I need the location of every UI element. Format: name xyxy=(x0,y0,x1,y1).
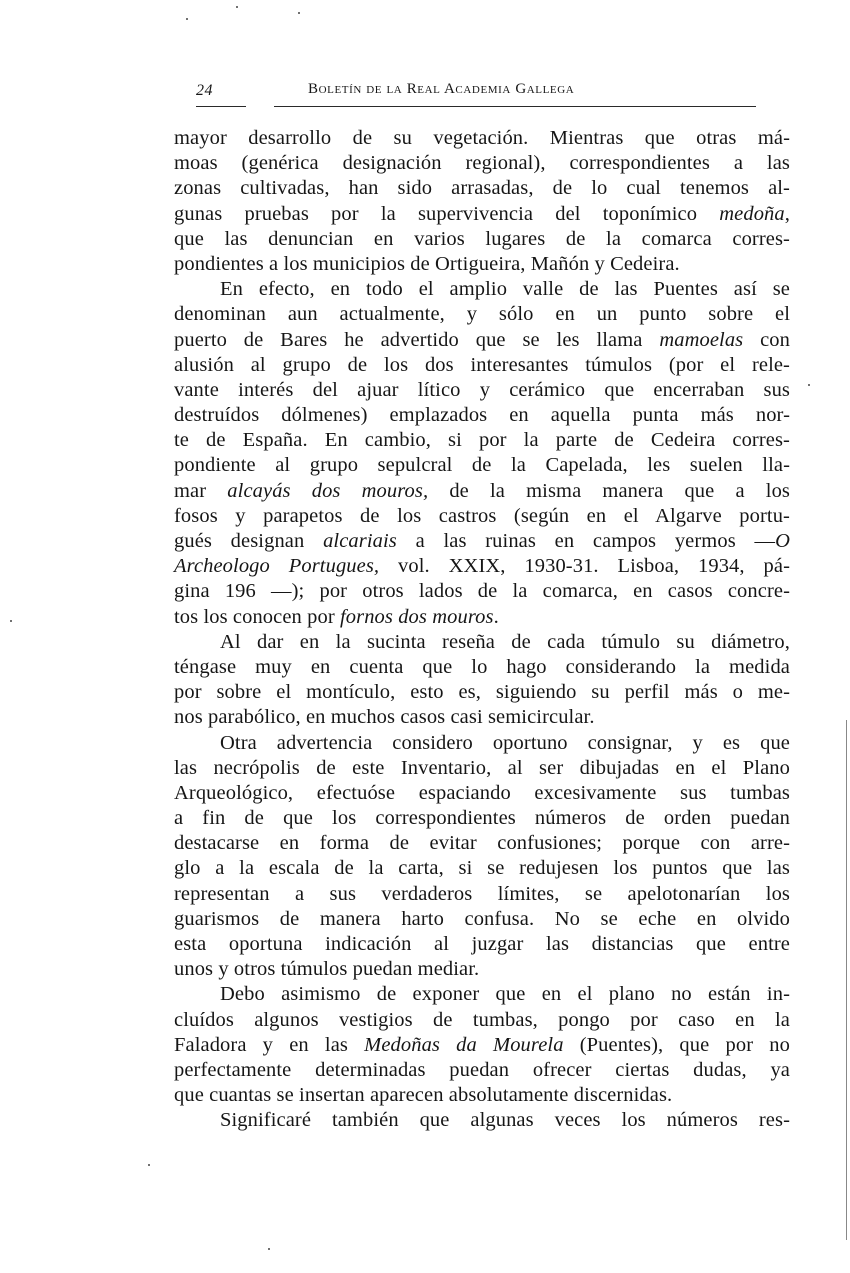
text-run: esta oportuna indicación al juzgar las distancias que entre xyxy=(174,933,790,955)
text-run: gués designan xyxy=(174,530,324,552)
header-rule xyxy=(274,106,756,107)
print-speck xyxy=(148,1164,150,1166)
text-line xyxy=(174,1008,790,1033)
text-line xyxy=(174,428,790,453)
text-line xyxy=(174,1083,790,1108)
text-line xyxy=(174,277,790,302)
text-line xyxy=(174,176,790,201)
text-run: . xyxy=(493,605,499,628)
italic-text: O xyxy=(775,530,790,552)
italic-text: alcayás dos mouros, xyxy=(227,479,429,502)
running-header xyxy=(170,78,790,108)
text-run: las necrópolis de este Inventario, al ser dibujadas en el Plano xyxy=(174,756,790,779)
text-line xyxy=(174,479,790,504)
text-run: a fin de que los correspondientes números de orden puedan xyxy=(174,807,790,830)
text-run: , xyxy=(784,202,790,225)
text-run: por sobre el montículo, esto es, siguiendo su perfil más o me- xyxy=(174,681,790,704)
print-speck xyxy=(236,6,238,8)
text-line xyxy=(174,831,790,856)
text-line xyxy=(174,655,790,680)
text-run: perfectamente determinadas puedan ofrecer ciertas dudas, ya xyxy=(174,1058,790,1081)
text-run: destruídos dólmenes) emplazados en aquella punta más nor- xyxy=(174,404,790,427)
italic-text: Medoñas da Mourela xyxy=(364,1033,564,1056)
text-line xyxy=(174,1058,790,1083)
text-line xyxy=(174,202,790,227)
text-run: a las ruinas en campos yermos — xyxy=(396,530,776,552)
text-run: denominan aun actualmente, y sólo en un punto sobre el xyxy=(174,303,790,326)
page-edge-mark xyxy=(846,720,847,1240)
page-number: 24 xyxy=(196,82,213,99)
text-line xyxy=(174,403,790,428)
text-run: (Puentes), que por no xyxy=(563,1033,790,1056)
text-run: alusión al grupo de los dos interesantes túmulos (por el rele- xyxy=(174,353,790,376)
header-rule-left xyxy=(196,106,246,107)
body-text xyxy=(174,126,790,1134)
text-run: vante interés del ajuar lítico y cerámico que encerraban sus xyxy=(174,378,790,401)
text-line xyxy=(174,882,790,907)
text-run: que cuantas se insertan aparecen absolutamente discernidas. xyxy=(174,1084,673,1107)
italic-text: alcariais xyxy=(323,530,397,552)
text-run: Significaré también que algunas veces los números res- xyxy=(220,1109,790,1132)
text-run: fosos y parapetos de los castros (según en el Algarve portu- xyxy=(174,504,790,527)
text-line xyxy=(174,856,790,881)
print-speck xyxy=(186,18,188,20)
text-line xyxy=(174,579,790,604)
journal-title: Boletín de la Real Academia Gallega xyxy=(308,81,575,97)
print-speck xyxy=(808,384,810,386)
text-run: cluídos algunos vestigios de tumbas, pongo por caso en la xyxy=(174,1008,790,1031)
text-run: que las denuncian en varios lugares de la comarca corres- xyxy=(174,227,790,250)
text-run: En efecto, en todo el amplio valle de las Puentes así se xyxy=(220,278,790,301)
text-line xyxy=(174,705,790,730)
text-line xyxy=(174,126,790,151)
text-run: zonas cultivadas, han sido arrasadas, de lo cual tenemos al- xyxy=(174,177,790,200)
text-run: nos parabólico, en muchos casos casi semicircular. xyxy=(174,706,595,729)
text-run: vol. XXIX, 1930-31. Lisboa, 1934, pá- xyxy=(379,555,790,578)
text-run: Faladora y en las xyxy=(174,1033,365,1056)
text-line xyxy=(174,1108,790,1133)
text-line xyxy=(174,680,790,705)
text-line xyxy=(174,529,790,554)
text-line xyxy=(174,353,790,378)
text-run: gunas pruebas por la supervivencia del toponímico xyxy=(174,202,720,225)
text-line xyxy=(174,605,790,630)
text-line xyxy=(174,756,790,781)
text-run: Otra advertencia considero oportuno consignar, y es que xyxy=(220,731,790,754)
text-line xyxy=(174,630,790,655)
text-line xyxy=(174,1033,790,1058)
text-run: pondientes a los municipios de Ortigueira, Mañón y Cedeira. xyxy=(174,252,680,275)
text-line xyxy=(174,227,790,252)
print-speck xyxy=(268,1248,270,1250)
italic-text: fornos dos mouros xyxy=(339,605,494,628)
text-run: glo a la escala de la carta, si se redujesen los puntos que las xyxy=(174,857,790,880)
text-line xyxy=(174,781,790,806)
text-run: de la misma manera que a los xyxy=(428,479,790,502)
text-run: mar xyxy=(174,479,228,502)
text-run: tos los conocen por xyxy=(174,605,340,628)
italic-text: medoña xyxy=(719,202,785,225)
text-run: mayor desarrollo de su vegetación. Mientras que otras má- xyxy=(174,127,790,149)
text-line xyxy=(174,982,790,1007)
text-line xyxy=(174,957,790,982)
text-run: pondiente al grupo sepulcral de la Capelada, les suelen lla- xyxy=(174,454,790,477)
italic-text: Archeologo Portugues, xyxy=(174,555,380,578)
print-speck xyxy=(10,620,12,622)
text-line xyxy=(174,378,790,403)
text-line xyxy=(174,252,790,277)
text-run: destacarse en forma de evitar confusiones; porque con arre- xyxy=(174,832,790,855)
text-run: unos y otros túmulos puedan mediar. xyxy=(174,958,480,981)
text-line xyxy=(174,806,790,831)
text-run: téngase muy en cuenta que lo hago considerando la medida xyxy=(174,655,790,678)
text-run: moas (genérica designación regional), correspondientes a las xyxy=(174,152,790,175)
text-run: guarismos de manera harto confusa. No se eche en olvido xyxy=(174,907,790,930)
text-run: con xyxy=(743,328,790,351)
text-run: te de España. En cambio, si por la parte de Cedeira corres- xyxy=(174,429,790,452)
italic-text: mamoelas xyxy=(659,328,744,351)
print-speck xyxy=(298,12,300,14)
text-line xyxy=(174,554,790,579)
text-line xyxy=(174,328,790,353)
text-line xyxy=(174,504,790,529)
text-line xyxy=(174,907,790,932)
text-run: Al dar en la sucinta reseña de cada túmulo su diámetro, xyxy=(220,630,790,653)
text-run: puerto de Bares he advertido que se les llama xyxy=(174,328,660,351)
text-run: Debo asimismo de exponer que en el plano no están in- xyxy=(220,983,790,1006)
text-line xyxy=(174,731,790,756)
text-run: representan a sus verdaderos límites, se apelotonarían los xyxy=(174,882,790,905)
text-line xyxy=(174,302,790,327)
text-line xyxy=(174,151,790,176)
text-run: Arqueológico, efectuóse espaciando excesivamente sus tumbas xyxy=(174,781,790,804)
text-line xyxy=(174,932,790,957)
text-run: gina 196 —); por otros lados de la comarca, en casos concre- xyxy=(174,580,790,603)
text-line xyxy=(174,453,790,478)
